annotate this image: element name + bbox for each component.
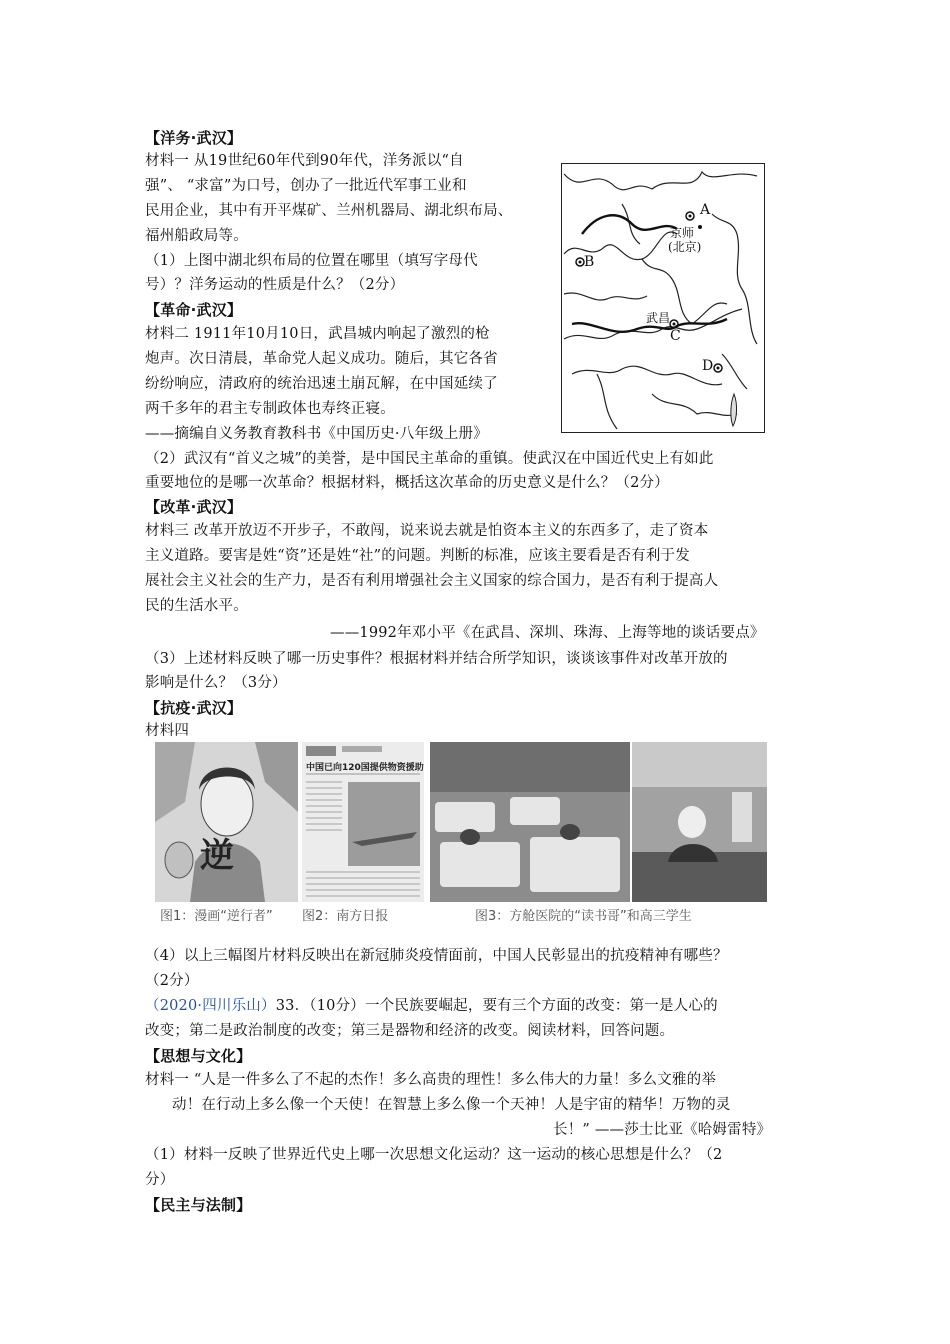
material-three-line: 主义道路。要害是姓“资”还是姓“社”的问题。判断的标准，应该主要看是否有利于发 — [145, 548, 690, 564]
caption-fig2: 图2：南方日报 — [302, 909, 389, 924]
material-one-line: 强”、 “求富”为口号，创办了一批近代军事工业和 — [145, 178, 467, 194]
question-33-line2: 改变；第二是政治制度的改变；第三是器物和经济的改变。阅读材料，回答问题。 — [145, 1023, 675, 1039]
material-two-line: 两千多年的君主专制政体也寿终正寝。 — [145, 401, 395, 417]
question-1-line: （1）上图中湖北织布局的位置在哪里（填写字母代 — [145, 253, 478, 269]
section-heading-yangwu: 【洋务·武汉】 — [145, 129, 243, 147]
material-three-line: 材料三 改革开放迈不开步子，不敢闯，说来说去就是怕资本主义的东西多了，走了资本 — [145, 523, 709, 539]
section-heading-kangyi: 【抗疫·武汉】 — [145, 699, 243, 717]
section-heading-geming: 【革命·武汉】 — [145, 301, 243, 319]
material-four-label: 材料四 — [145, 723, 190, 739]
material-two-source: ——摘编自义务教育教科书《中国历史·八年级上册》 — [145, 426, 488, 442]
material-one-b-line: 长！” ——莎士比亚《哈姆雷特》 — [553, 1122, 772, 1138]
question-5-line: （1）材料一反映了世界近代史上哪一次思想文化运动？这一运动的核心思想是什么？（2 — [145, 1147, 723, 1163]
question-4-line: （4）以上三幅图片材料反映出在新冠肺炎疫情面前，中国人民彰显出的抗疫精神有哪些？ — [145, 948, 728, 964]
map-label-wuchang: 武昌 — [646, 311, 671, 325]
question-33-text: 33．（10分）一个民族要崛起，要有三个方面的改变：第一是人心的 — [275, 998, 718, 1014]
material-three-line: 展社会主义社会的生产力，是否有利用增强社会主义国家的综合国力，是否有利于提高人 — [145, 573, 719, 589]
caption-fig3: 图3：方舱医院的“读书哥”和高三学生 — [475, 909, 692, 924]
question-3-line: （3）上述材料反映了哪一历史事件？根据材料并结合所学知识，谈谈该事件对改革开放的 — [145, 651, 728, 667]
photo-comic-nixingzhe — [155, 742, 298, 902]
material-three-line: 民的生活水平。 — [145, 598, 248, 614]
section-heading-sixiang: 【思想与文化】 — [145, 1047, 252, 1065]
question-2-line: 重要地位的是哪一次革命？根据材料，概括这次革命的历史意义是什么？（2分） — [145, 475, 669, 491]
question-2-line: （2）武汉有“首义之城”的美誉，是中国民主革命的重镇。使武汉在中国近代史上有如此 — [145, 451, 714, 467]
svg-text:逆: 逆 — [200, 836, 234, 876]
material-one-line: 民用企业，其中有开平煤矿、兰州机器局、湖北织布局、 — [145, 203, 513, 219]
photo-nanfang-daily — [302, 742, 424, 902]
question-1-line: 号）？洋务运动的性质是什么？（2分） — [145, 277, 405, 293]
question-3-line: 影响是什么？（3分） — [145, 675, 287, 691]
map-label-a: A — [700, 202, 711, 218]
photo-student-studying — [632, 742, 767, 902]
newspaper-headline: 中国已向120国提供物资援助 — [306, 763, 424, 773]
material-one-b-line: 材料一 “人是一件多么了不起的杰作！多么高贵的理性！多么伟大的力量！多么文雅的举 — [145, 1072, 717, 1088]
section-heading-gaige: 【改革·武汉】 — [145, 498, 243, 516]
material-three-source: ——1992年邓小平《在武昌、深圳、珠海、上海等地的谈话要点》 — [330, 625, 765, 641]
map-label-jingshi: 京师 — [670, 226, 695, 240]
section-heading-minzhu: 【民主与法制】 — [145, 1196, 252, 1214]
caption-fig1: 图1：漫画“逆行者” — [160, 909, 273, 924]
material-two-line: 炮声。次日清晨，革命党人起义成功。随后，其它各省 — [145, 351, 498, 367]
question-4-line: （2分） — [145, 973, 199, 989]
photo-fangcang-hospital — [430, 742, 630, 902]
question-5-line: 分） — [145, 1172, 175, 1188]
map-label-b: B — [584, 254, 595, 270]
question-source-tag: （2020·四川乐山） — [145, 998, 276, 1014]
material-one-line: 福州船政局等。 — [145, 228, 248, 244]
question-33-line1 — [145, 996, 718, 1016]
map-label-c: C — [670, 328, 681, 344]
material-one-b-line: 动！在行动上多么像一个天使！在智慧上多么像一个天神！人是宇宙的精华！万物的灵 — [172, 1097, 731, 1113]
map-label-d: D — [702, 358, 714, 374]
material-four-photos — [155, 742, 767, 930]
material-two-line: 纷纷响应，清政府的统治迅速土崩瓦解，在中国延续了 — [145, 376, 498, 392]
material-two-line: 材料二 1911年10月10日，武昌城内响起了激烈的枪 — [145, 326, 490, 342]
material-one-line: 材料一 从19世纪60年代到90年代，洋务派以“自 — [145, 153, 464, 169]
china-map — [561, 163, 765, 433]
map-label-beijing: (北京) — [668, 240, 702, 254]
